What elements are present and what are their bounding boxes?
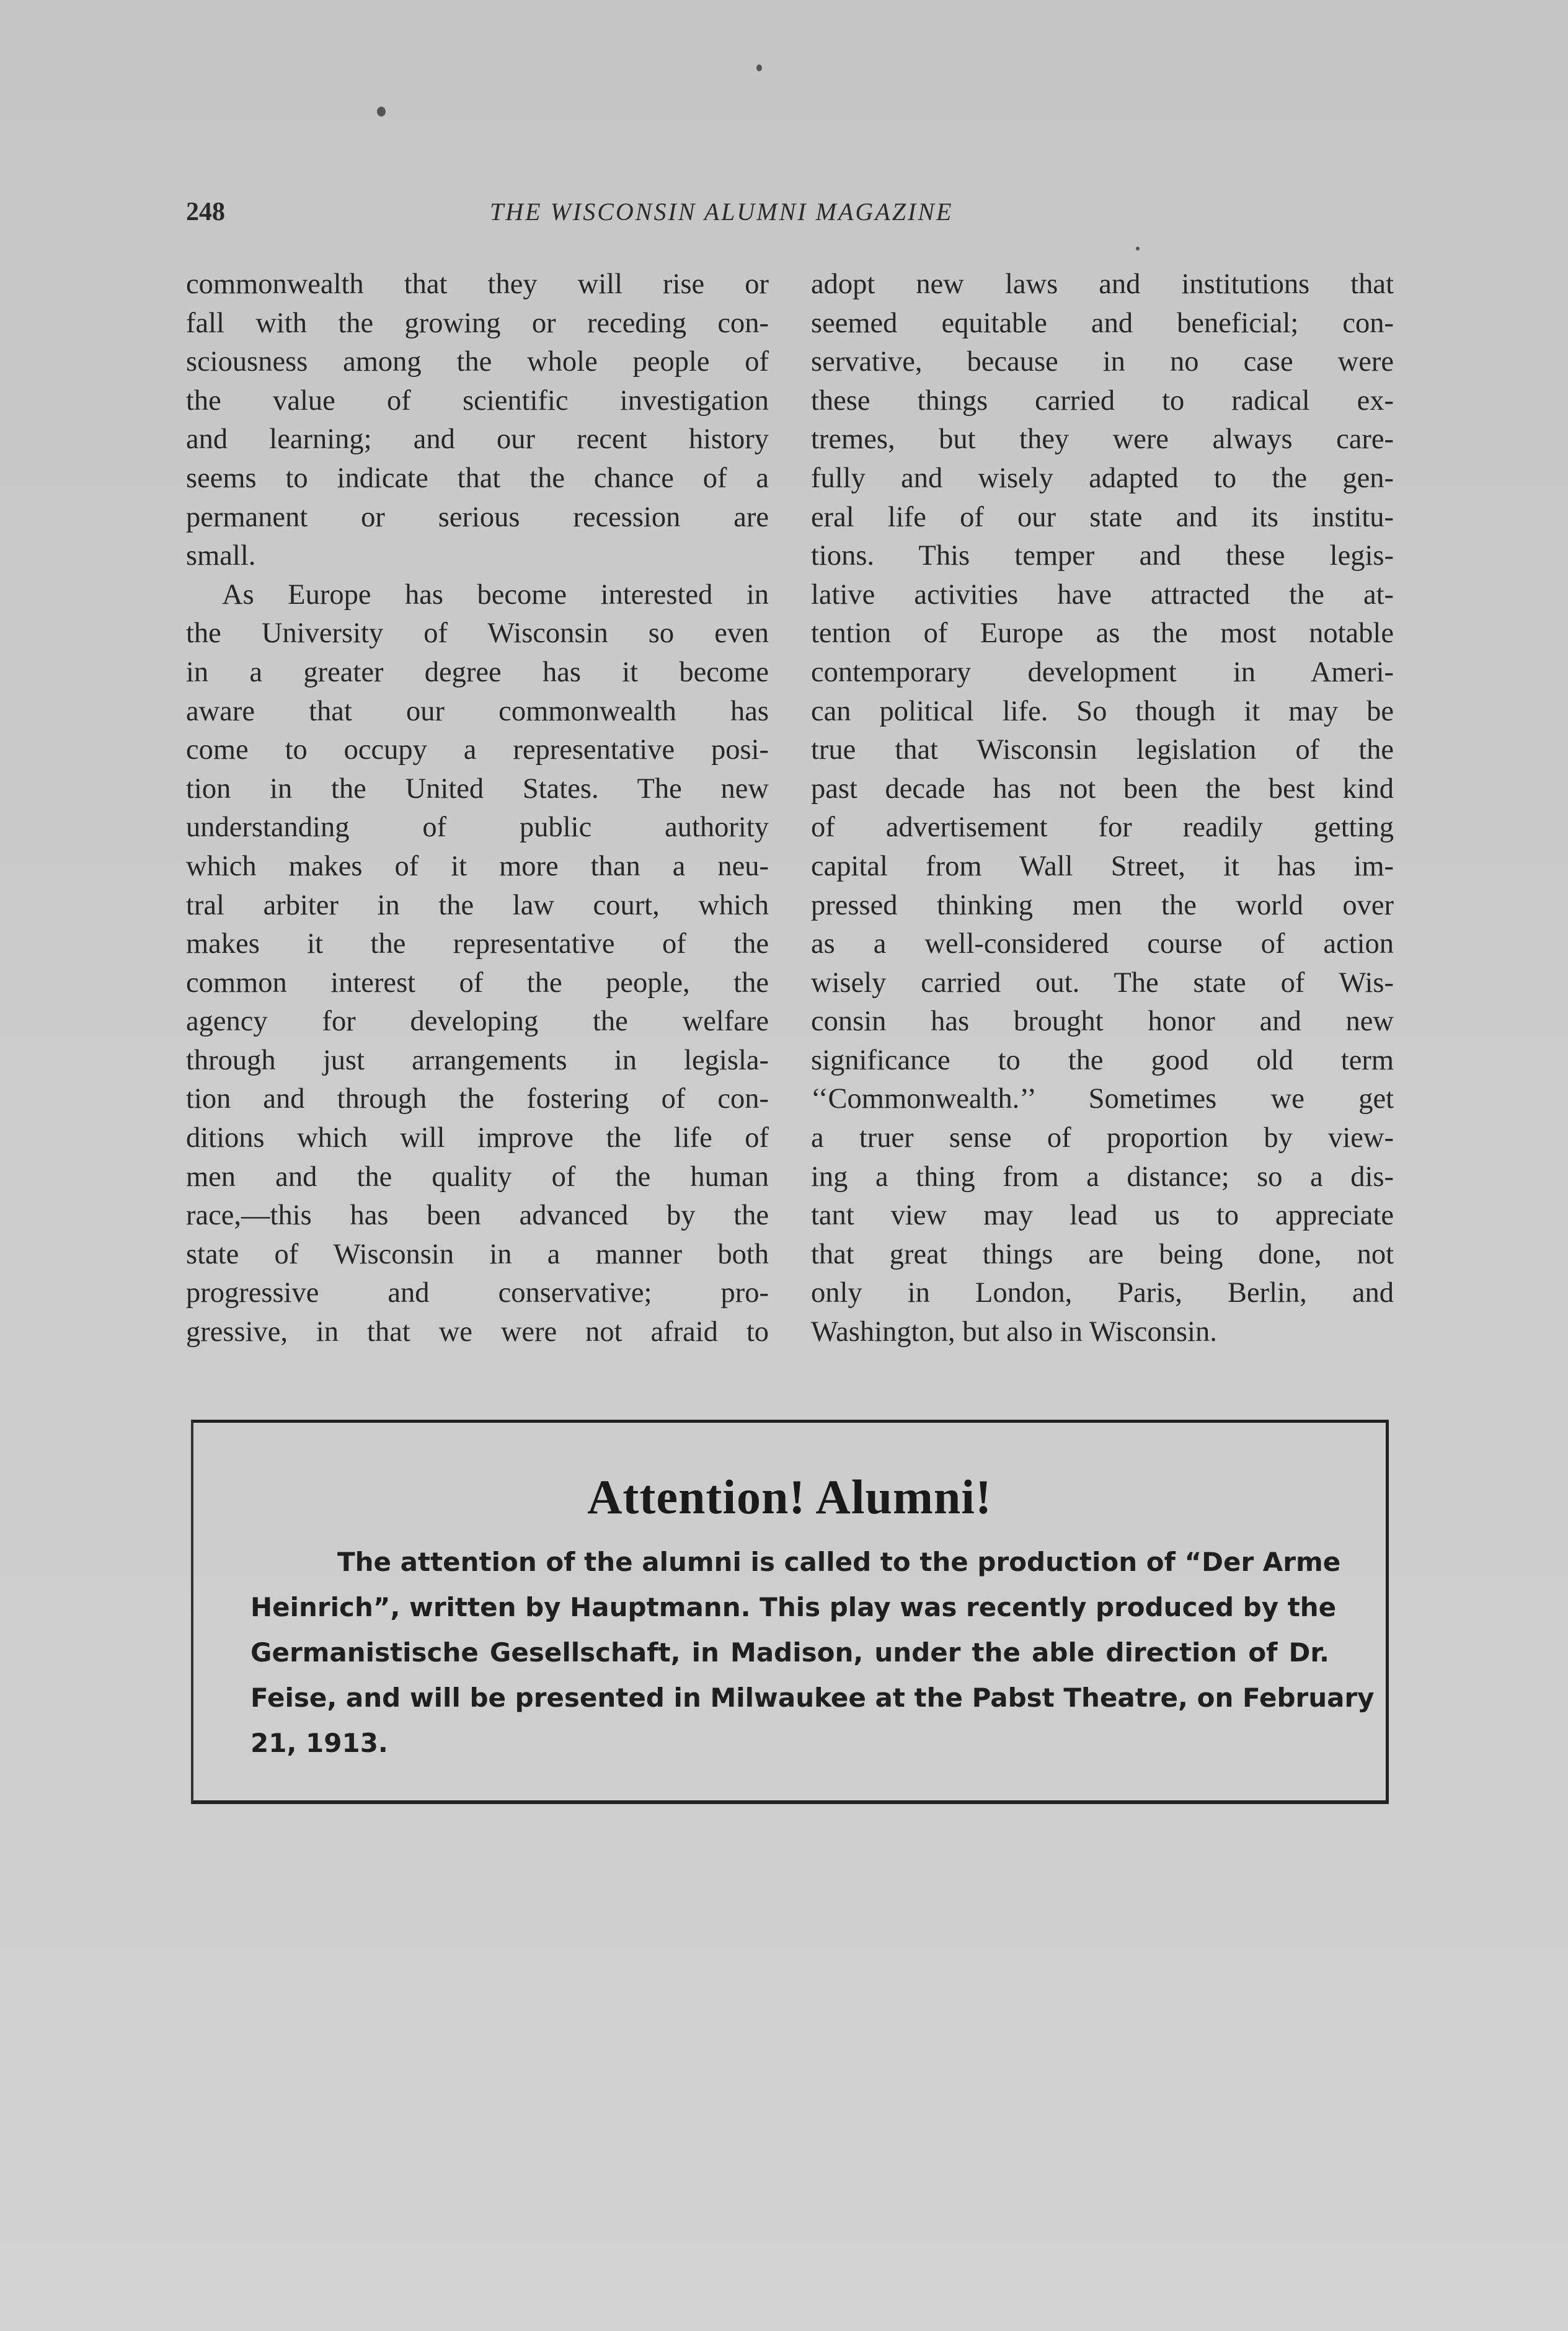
text-line: seemed equitable and beneficial; con- <box>811 307 1394 339</box>
text-line: tention of Europe as the most notable <box>811 617 1394 650</box>
text-line: men and the quality of the human <box>186 1161 769 1193</box>
text-line: small. <box>186 540 256 572</box>
text-line: pressed thinking men the world over <box>811 889 1394 921</box>
text-line: permanent or serious recession are <box>186 501 769 533</box>
text-line: these things carried to radical ex- <box>811 384 1394 417</box>
ink-speck <box>1136 247 1140 250</box>
text-line: As Europe has become interested in <box>222 578 769 611</box>
notice-line: Germanistische Gesellschaft, in Madison, under the able direction of Dr. <box>250 1637 1329 1668</box>
text-line: agency for developing the welfare <box>186 1006 769 1038</box>
text-line: tions. This temper and these legis- <box>811 540 1394 572</box>
text-line: fall with the growing or receding con- <box>186 307 769 339</box>
text-line: a truer sense of proportion by view- <box>811 1122 1394 1154</box>
notice-line: 21, 1913. <box>250 1728 388 1758</box>
text-line: fully and wisely adapted to the gen- <box>811 462 1394 494</box>
notice-body <box>250 1539 1375 1766</box>
running-head: THE WISCONSIN ALUMNI MAGAZINE <box>490 198 954 226</box>
text-line: only in London, Paris, Berlin, and <box>811 1277 1394 1309</box>
text-line: and learning; and our recent history <box>186 423 769 456</box>
text-line: the University of Wisconsin so even <box>186 617 769 650</box>
notice-line: Feise, and will be presented in Milwaukee at the Pabst Theatre, on February <box>250 1683 1375 1713</box>
text-line: lative activities have attracted the at- <box>811 578 1394 611</box>
text-line: which makes of it more than a neu- <box>186 850 769 882</box>
text-line: seems to indicate that the chance of a <box>186 462 769 494</box>
text-line: capital from Wall Street, it has im- <box>811 850 1394 882</box>
text-line: ing a thing from a distance; so a dis- <box>811 1161 1394 1193</box>
ink-speck <box>756 64 762 71</box>
text-line: as a well-considered course of action <box>811 928 1394 960</box>
text-line: tral arbiter in the law court, which <box>186 889 769 921</box>
text-line: of advertisement for readily getting <box>811 812 1394 844</box>
text-line: gressive, in that we were not afraid to <box>186 1316 769 1348</box>
text-line: understanding of public authority <box>186 812 769 844</box>
text-line: past decade has not been the best kind <box>811 772 1394 805</box>
text-line: makes it the representative of the <box>186 928 769 960</box>
ink-speck <box>377 107 386 117</box>
text-line: the value of scientific investigation <box>186 384 769 417</box>
text-line: servative, because in no case were <box>811 346 1394 378</box>
text-line: contemporary development in Ameri- <box>811 656 1394 688</box>
notice-title: Attention! Alumni! <box>587 1470 992 1524</box>
text-line: sciousness among the whole people of <box>186 346 769 378</box>
text-line: commonwealth that they will rise or <box>186 268 769 300</box>
text-line: progressive and conservative; pro- <box>186 1277 769 1309</box>
text-line: tion and through the fostering of con- <box>186 1083 769 1115</box>
text-line: common interest of the people, the <box>186 966 769 999</box>
text-line: wisely carried out. The state of Wis- <box>811 966 1394 999</box>
text-line: aware that our commonwealth has <box>186 695 769 727</box>
notice-line: The attention of the alumni is called to the production of “Der Arme <box>337 1547 1341 1577</box>
text-line: through just arrangements in legisla- <box>186 1044 769 1076</box>
text-line: in a greater degree has it become <box>186 656 769 688</box>
text-line: Washington, but also in Wisconsin. <box>811 1316 1217 1348</box>
text-line: can political life. So though it may be <box>811 695 1394 727</box>
text-line: tremes, but they were always care- <box>811 423 1394 456</box>
text-line: eral life of our state and its institu- <box>811 501 1394 533</box>
text-line: race,—this has been advanced by the <box>186 1200 769 1232</box>
text-line: adopt new laws and institutions that <box>811 268 1394 300</box>
text-line: state of Wisconsin in a manner both <box>186 1238 769 1270</box>
text-line: tant view may lead us to appreciate <box>811 1200 1394 1232</box>
text-line: consin has brought honor and new <box>811 1006 1394 1038</box>
page-number: 248 <box>186 198 225 226</box>
notice-box <box>191 1420 1389 1804</box>
text-line: significance to the good old term <box>811 1044 1394 1076</box>
text-line: come to occupy a representative posi- <box>186 734 769 766</box>
text-line: ditions which will improve the life of <box>186 1122 769 1154</box>
notice-line: Heinrich”, written by Hauptmann. This play was recently produced by the <box>250 1592 1337 1622</box>
text-line: true that Wisconsin legislation of the <box>811 734 1394 766</box>
text-line: tion in the United States. The new <box>186 772 769 805</box>
page-header <box>186 197 1395 228</box>
text-line: ‘‘Commonwealth.’’ Sometimes we get <box>811 1083 1394 1115</box>
text-line: that great things are being done, not <box>811 1238 1394 1270</box>
right-column <box>811 265 1394 1352</box>
left-column <box>186 265 769 1352</box>
